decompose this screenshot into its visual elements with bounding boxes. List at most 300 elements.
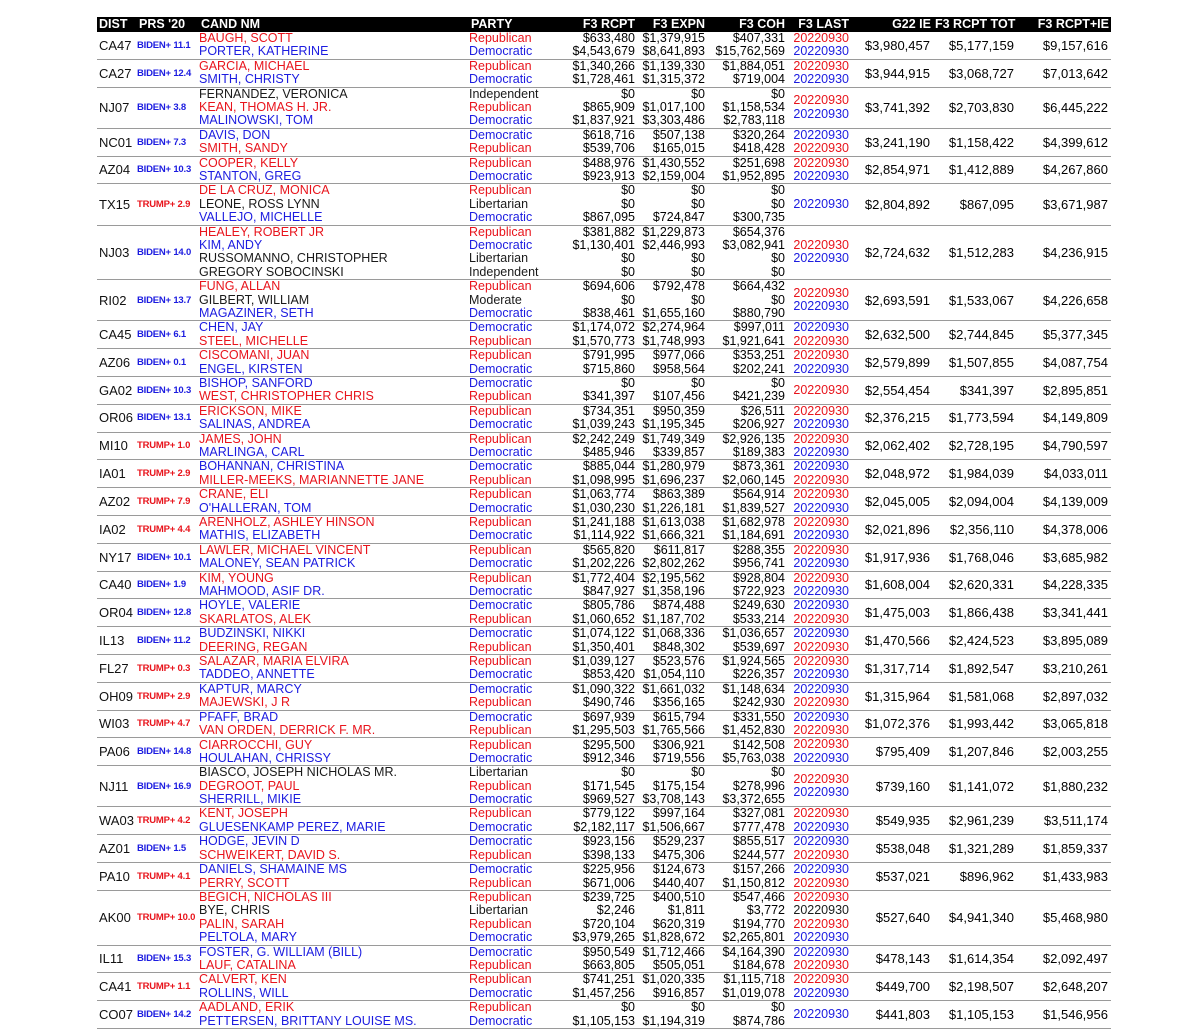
f3-coh-value: $928,804 — [732, 571, 785, 585]
f3-coh-value: $956,741 — [732, 556, 785, 571]
party-label: Democratic — [469, 528, 533, 543]
candidate-names-cell — [199, 863, 469, 891]
candidate-names-cell — [199, 835, 469, 863]
f3-coh-value: $242,930 — [732, 695, 785, 710]
f3-rcpt-cell — [571, 1001, 637, 1029]
header-f3-rcpt: F3 RCPT — [571, 17, 637, 32]
f3-coh-cell — [707, 738, 787, 766]
f3-last-cell — [787, 184, 851, 225]
f3-rcpt-cell — [571, 128, 637, 156]
f3-expn-value: $2,446,993 — [642, 237, 705, 252]
table-row — [97, 571, 1111, 599]
pres-margin-cell: TRUMP+ 2.9 — [137, 682, 199, 710]
f3-expn-cell — [637, 738, 707, 766]
f3-expn-value: $1,194,319 — [642, 1013, 705, 1028]
house-race-finance-table — [97, 17, 1111, 1029]
f3-last-value: 20220930 — [793, 72, 849, 87]
f3-coh-value: $1,115,718 — [723, 972, 785, 987]
f3-coh-value: $0 — [771, 87, 785, 101]
f3-expn-cell — [637, 432, 707, 460]
candidate-names-cell — [199, 376, 469, 404]
party-label: Democratic — [469, 819, 533, 834]
f3-coh-value: $0 — [771, 765, 785, 780]
table-row — [97, 349, 1111, 377]
f3-rcpt-value: $1,039,127 — [572, 654, 635, 669]
f3-rcpt-tot-cell: $1,614,354 — [933, 945, 1017, 973]
party-label: Democratic — [469, 237, 533, 252]
f3-coh-value: $0 — [771, 196, 785, 211]
f3-last-value: 20220930 — [793, 945, 849, 959]
table-row — [97, 655, 1111, 683]
g22-ie-cell: $3,980,457 — [851, 32, 933, 59]
party-label: Republican — [469, 737, 532, 752]
f3-expn-cell — [637, 710, 707, 738]
f3-last-value: 20220930 — [793, 571, 849, 585]
f3-rcpt-ie-cell: $2,897,032 — [1017, 682, 1111, 710]
table-row — [97, 599, 1111, 627]
party-cell — [469, 766, 571, 807]
header-g22-ie: G22 IE — [851, 17, 933, 32]
f3-coh-cell — [707, 543, 787, 571]
pres-margin-cell: TRUMP+ 10.0 — [137, 890, 199, 945]
f3-rcpt-ie-cell: $2,895,851 — [1017, 376, 1111, 404]
table-row — [97, 835, 1111, 863]
f3-rcpt-cell — [571, 835, 637, 863]
f3-last-cell — [787, 87, 851, 128]
f3-rcpt-tot-cell: $2,198,507 — [933, 973, 1017, 1001]
f3-coh-value: $880,790 — [732, 305, 785, 320]
f3-coh-value: $353,251 — [732, 348, 785, 363]
f3-coh-cell — [707, 599, 787, 627]
f3-expn-value: $1,280,979 — [642, 459, 705, 474]
f3-coh-value: $654,376 — [732, 225, 785, 239]
candidate-name: FOSTER, G. WILLIAM (BILL) — [199, 945, 363, 959]
f3-rcpt-cell — [571, 404, 637, 432]
f3-coh-cell — [707, 460, 787, 488]
f3-coh-value: $251,698 — [732, 156, 785, 170]
district-cell: NJ07 — [97, 87, 137, 128]
f3-rcpt-value: $1,570,773 — [572, 333, 635, 348]
f3-coh-cell — [707, 766, 787, 807]
party-label: Republican — [469, 59, 532, 73]
g22-ie-cell: $2,579,899 — [851, 349, 933, 377]
f3-expn-cell — [637, 682, 707, 710]
f3-rcpt-value: $1,350,401 — [572, 639, 635, 654]
f3-last-value: 20220930 — [793, 584, 849, 599]
f3-rcpt-ie-cell: $1,859,337 — [1017, 835, 1111, 863]
f3-rcpt-ie-cell: $2,648,207 — [1017, 973, 1111, 1001]
f3-rcpt-value: $923,913 — [582, 169, 635, 184]
f3-expn-value: $0 — [691, 292, 705, 307]
f3-rcpt-value: $341,397 — [582, 389, 635, 404]
header-f3-last: F3 LAST — [787, 17, 851, 32]
f3-last-cell — [787, 225, 851, 280]
party-label: Republican — [469, 32, 532, 46]
f3-coh-value: $3,372,655 — [722, 792, 785, 807]
header-party: PARTY — [469, 17, 571, 32]
table-row — [97, 59, 1111, 87]
party-label: Democratic — [469, 682, 533, 696]
f3-coh-cell — [707, 945, 787, 973]
f3-last-value: 20220930 — [793, 903, 849, 918]
f3-expn-value: $0 — [691, 87, 705, 101]
f3-last-value: 20220930 — [793, 695, 849, 710]
f3-coh-value: $418,428 — [732, 141, 785, 156]
table-row — [97, 460, 1111, 488]
f3-rcpt-tot-cell: $1,207,846 — [933, 738, 1017, 766]
f3-rcpt-tot-cell: $2,094,004 — [933, 488, 1017, 516]
pres-margin-cell: TRUMP+ 4.2 — [137, 807, 199, 835]
pres-margin-cell: BIDEN+ 0.1 — [137, 349, 199, 377]
f3-rcpt-ie-cell: $9,157,616 — [1017, 32, 1111, 59]
party-label: Democratic — [469, 72, 533, 87]
party-label: Democratic — [469, 361, 533, 376]
f3-expn-value: $0 — [691, 765, 705, 780]
table-row — [97, 515, 1111, 543]
f3-last-value: 20220930 — [793, 487, 849, 502]
g22-ie-cell: $2,804,892 — [851, 184, 933, 225]
f3-rcpt-ie-cell: $2,003,255 — [1017, 738, 1111, 766]
table-row — [97, 710, 1111, 738]
f3-rcpt-value: $171,545 — [582, 778, 635, 793]
f3-rcpt-value: $485,946 — [582, 444, 635, 459]
candidate-names-cell — [199, 225, 469, 280]
f3-rcpt-value: $0 — [621, 196, 635, 211]
f3-last-value: 20220930 — [793, 472, 849, 487]
party-label: Democratic — [469, 750, 533, 765]
candidate-names-cell — [199, 682, 469, 710]
district-cell: NC01 — [97, 128, 137, 156]
f3-rcpt-tot-cell: $2,356,110 — [933, 515, 1017, 543]
f3-expn-value: $523,576 — [652, 654, 705, 669]
candidate-names-cell — [199, 1001, 469, 1029]
f3-rcpt-value: $697,939 — [582, 710, 635, 724]
table-row — [97, 184, 1111, 225]
candidate-name: FERNANDEZ, VERONICA — [199, 87, 348, 101]
f3-last-value: 20220930 — [793, 141, 849, 156]
f3-expn-value: $1,811 — [667, 903, 705, 918]
f3-rcpt-value: $1,340,266 — [572, 59, 635, 73]
party-label: Republican — [469, 957, 532, 972]
f3-coh-value: $874,786 — [732, 1013, 785, 1028]
f3-expn-value: $0 — [691, 1000, 705, 1015]
party-label: Independent — [469, 264, 539, 279]
f3-expn-value: $1,195,345 — [642, 417, 705, 432]
header-f3-rcpt-ie: F3 RCPT+IE — [1017, 17, 1111, 32]
f3-last-value: 20220930 — [793, 93, 849, 108]
pres-margin-cell: TRUMP+ 1.0 — [137, 432, 199, 460]
f3-coh-value: $202,241 — [732, 361, 785, 376]
f3-coh-value: $0 — [771, 292, 785, 307]
f3-expn-value: $719,556 — [652, 750, 705, 765]
f3-last-value: 20220930 — [793, 750, 849, 765]
f3-expn-value: $1,187,702 — [642, 611, 705, 626]
table-row — [97, 156, 1111, 184]
district-cell: NJ11 — [97, 766, 137, 807]
f3-coh-value: $194,770 — [732, 916, 785, 931]
f3-last-value: 20220930 — [793, 32, 849, 45]
header-candidate: CAND NM — [199, 17, 469, 32]
f3-expn-cell — [637, 1001, 707, 1029]
g22-ie-cell: $1,470,566 — [851, 627, 933, 655]
party-label: Libertarian — [469, 903, 529, 918]
f3-last-value: 20220930 — [793, 128, 849, 142]
f3-coh-value: $1,148,634 — [722, 682, 785, 696]
candidate-name: BEGICH, NICHOLAS III — [199, 890, 332, 904]
candidate-name: MILLER-MEEKS, MARIANNETTE JANE — [199, 472, 425, 487]
f3-coh-cell — [707, 515, 787, 543]
f3-coh-value: $331,550 — [732, 710, 785, 724]
f3-expn-cell — [637, 945, 707, 973]
f3-coh-value: $206,927 — [732, 417, 785, 432]
f3-rcpt-ie-cell: $3,210,261 — [1017, 655, 1111, 683]
party-label: Republican — [469, 404, 532, 418]
f3-coh-value: $1,682,978 — [722, 515, 785, 529]
f3-expn-value: $0 — [691, 376, 705, 390]
candidate-name: ERICKSON, MIKE — [199, 404, 302, 418]
f3-last-value: 20220930 — [793, 875, 849, 890]
party-cell — [469, 863, 571, 891]
f3-rcpt-cell — [571, 488, 637, 516]
f3-coh-value: $564,914 — [732, 487, 785, 502]
party-cell — [469, 543, 571, 571]
f3-rcpt-value: $0 — [621, 264, 635, 279]
table-row — [97, 738, 1111, 766]
party-label: Democratic — [469, 444, 533, 459]
f3-coh-cell — [707, 973, 787, 1001]
f3-expn-cell — [637, 87, 707, 128]
f3-last-value: 20220930 — [793, 957, 849, 972]
f3-last-value: 20220930 — [793, 382, 849, 397]
f3-coh-cell — [707, 627, 787, 655]
district-cell: PA06 — [97, 738, 137, 766]
table-row — [97, 404, 1111, 432]
f3-last-value: 20220930 — [793, 106, 849, 121]
f3-coh-cell — [707, 710, 787, 738]
f3-rcpt-tot-cell: $2,703,830 — [933, 87, 1017, 128]
f3-coh-value: $26,511 — [740, 404, 785, 418]
f3-last-cell — [787, 1001, 851, 1029]
f3-coh-cell — [707, 280, 787, 321]
party-label: Republican — [469, 723, 532, 738]
f3-expn-value: $863,389 — [652, 487, 705, 502]
district-cell: GA02 — [97, 376, 137, 404]
party-label: Republican — [469, 890, 532, 904]
party-cell — [469, 890, 571, 945]
f3-coh-value: $300,735 — [732, 210, 785, 225]
candidate-name: DEGROOT, PAUL — [199, 778, 300, 793]
district-cell: OH09 — [97, 682, 137, 710]
f3-rcpt-value: $885,044 — [582, 459, 635, 474]
party-label: Republican — [469, 972, 532, 987]
g22-ie-cell: $2,048,972 — [851, 460, 933, 488]
pres-margin-cell: BIDEN+ 15.3 — [137, 945, 199, 973]
f3-rcpt-value: $0 — [621, 183, 635, 198]
f3-coh-cell — [707, 349, 787, 377]
f3-rcpt-value: $838,461 — [582, 305, 635, 320]
table-row — [97, 225, 1111, 280]
f3-rcpt-value: $0 — [621, 1000, 635, 1015]
f3-last-value: 20220930 — [793, 862, 849, 877]
candidate-name: GARCIA, MICHAEL — [199, 59, 310, 73]
party-label: Republican — [469, 333, 532, 348]
party-label: Independent — [469, 87, 539, 101]
party-label: Republican — [469, 875, 532, 890]
f3-rcpt-cell — [571, 710, 637, 738]
f3-coh-value: $997,011 — [733, 320, 785, 335]
f3-last-value: 20220930 — [793, 333, 849, 348]
party-cell — [469, 682, 571, 710]
f3-rcpt-cell — [571, 655, 637, 683]
table-row — [97, 128, 1111, 156]
f3-expn-value: $792,478 — [652, 279, 705, 294]
party-label: Democratic — [469, 417, 533, 432]
f3-rcpt-cell — [571, 599, 637, 627]
district-cell: CA41 — [97, 973, 137, 1001]
f3-coh-value: $1,019,078 — [722, 985, 785, 1000]
pres-margin-cell: BIDEN+ 12.8 — [137, 599, 199, 627]
f3-rcpt-tot-cell: $2,728,195 — [933, 432, 1017, 460]
candidate-name: CIARROCCHI, GUY — [199, 737, 313, 752]
f3-expn-value: $1,017,100 — [642, 100, 705, 115]
candidate-name: BUDZINSKI, NIKKI — [199, 626, 306, 641]
f3-expn-value: $2,159,004 — [642, 169, 705, 184]
f3-rcpt-tot-cell: $1,321,289 — [933, 835, 1017, 863]
candidate-name: HOYLE, VALERIE — [199, 598, 301, 613]
pres-margin-cell: TRUMP+ 2.9 — [137, 460, 199, 488]
f3-rcpt-tot-cell: $1,773,594 — [933, 404, 1017, 432]
candidate-name: STEEL, MICHELLE — [199, 333, 309, 348]
f3-last-value: 20220930 — [793, 890, 849, 904]
f3-last-value: 20220930 — [793, 44, 849, 59]
table-row — [97, 807, 1111, 835]
f3-expn-value: $997,164 — [652, 806, 705, 821]
f3-rcpt-value: $295,500 — [582, 737, 635, 752]
candidate-names-cell — [199, 280, 469, 321]
f3-coh-cell — [707, 655, 787, 683]
party-label: Democratic — [469, 862, 533, 877]
f3-rcpt-tot-cell: $1,581,068 — [933, 682, 1017, 710]
f3-last-cell — [787, 682, 851, 710]
candidate-name: MARLINGA, CARL — [199, 444, 305, 459]
party-label: Democratic — [469, 320, 533, 335]
f3-expn-cell — [637, 280, 707, 321]
header-prs: PRS '20 — [137, 17, 199, 32]
f3-rcpt-value: $694,606 — [582, 279, 635, 294]
pres-margin-cell: BIDEN+ 1.9 — [137, 571, 199, 599]
party-cell — [469, 184, 571, 225]
f3-expn-cell — [637, 488, 707, 516]
party-label: Republican — [469, 847, 532, 862]
f3-coh-cell — [707, 32, 787, 59]
f3-last-value: 20220930 — [793, 528, 849, 543]
party-label: Democratic — [469, 169, 533, 184]
f3-rcpt-ie-cell: $4,226,658 — [1017, 280, 1111, 321]
f3-rcpt-tot-cell: $867,095 — [933, 184, 1017, 225]
f3-rcpt-tot-cell: $896,962 — [933, 863, 1017, 891]
f3-expn-cell — [637, 655, 707, 683]
f3-coh-value: $327,081 — [732, 806, 785, 821]
f3-expn-cell — [637, 225, 707, 280]
data-table-container — [97, 17, 1111, 1029]
candidate-name: TADDEO, ANNETTE — [199, 667, 315, 682]
f3-last-cell — [787, 488, 851, 516]
candidate-names-cell — [199, 807, 469, 835]
f3-expn-value: $611,817 — [653, 543, 705, 557]
f3-expn-value: $1,748,993 — [642, 333, 705, 348]
g22-ie-cell: $1,317,714 — [851, 655, 933, 683]
f3-last-value: 20220930 — [793, 543, 849, 557]
f3-rcpt-value: $867,095 — [582, 210, 635, 225]
candidate-name: SKARLATOS, ALEK — [199, 611, 312, 626]
f3-coh-cell — [707, 59, 787, 87]
f3-last-value: 20220930 — [793, 710, 849, 724]
f3-coh-cell — [707, 682, 787, 710]
f3-expn-value: $0 — [691, 264, 705, 279]
f3-expn-cell — [637, 571, 707, 599]
f3-rcpt-tot-cell: $2,744,845 — [933, 321, 1017, 349]
party-label: Democratic — [469, 128, 533, 142]
f3-rcpt-tot-cell: $2,961,239 — [933, 807, 1017, 835]
g22-ie-cell: $2,021,896 — [851, 515, 933, 543]
f3-rcpt-ie-cell: $5,468,980 — [1017, 890, 1111, 945]
pres-margin-cell: BIDEN+ 3.8 — [137, 87, 199, 128]
f3-expn-cell — [637, 890, 707, 945]
f3-expn-value: $1,765,566 — [642, 723, 705, 738]
party-label: Democratic — [469, 44, 533, 59]
f3-last-cell — [787, 376, 851, 404]
f3-rcpt-value: $853,420 — [582, 667, 635, 682]
g22-ie-cell: $2,062,402 — [851, 432, 933, 460]
f3-coh-value: $3,082,941 — [722, 237, 785, 252]
f3-coh-value: $226,357 — [732, 667, 785, 682]
f3-coh-value: $244,577 — [732, 847, 785, 862]
party-cell — [469, 710, 571, 738]
f3-last-cell — [787, 460, 851, 488]
f3-rcpt-cell — [571, 571, 637, 599]
f3-coh-value: $0 — [771, 183, 785, 198]
g22-ie-cell: $3,241,190 — [851, 128, 933, 156]
f3-last-value: 20220930 — [793, 59, 849, 73]
district-cell: FL27 — [97, 655, 137, 683]
candidate-name: FUNG, ALLAN — [199, 279, 281, 294]
party-cell — [469, 599, 571, 627]
f3-expn-value: $339,857 — [652, 444, 705, 459]
party-label: Democratic — [469, 1013, 533, 1028]
f3-rcpt-tot-cell: $1,892,547 — [933, 655, 1017, 683]
f3-expn-value: $1,613,038 — [642, 515, 705, 529]
f3-last-cell — [787, 807, 851, 835]
candidate-name: AADLAND, ERIK — [199, 1000, 295, 1015]
f3-rcpt-value: $1,241,188 — [572, 515, 635, 529]
f3-rcpt-value: $1,174,072 — [572, 320, 635, 335]
pres-margin-cell: BIDEN+ 10.1 — [137, 543, 199, 571]
candidate-name: SALINAS, ANDREA — [199, 417, 311, 432]
f3-expn-value: $1,226,181 — [642, 500, 705, 515]
f3-coh-value: $1,158,534 — [722, 100, 785, 115]
candidate-name: PALIN, SARAH — [199, 916, 285, 931]
f3-coh-cell — [707, 488, 787, 516]
f3-rcpt-tot-cell: $1,105,153 — [933, 1001, 1017, 1029]
f3-rcpt-value: $1,030,230 — [572, 500, 635, 515]
table-row — [97, 1001, 1111, 1029]
f3-last-value: 20220930 — [793, 556, 849, 571]
f3-rcpt-tot-cell: $1,993,442 — [933, 710, 1017, 738]
f3-coh-value: $2,926,135 — [722, 432, 785, 446]
f3-rcpt-value: $1,074,122 — [572, 626, 635, 641]
party-label: Moderate — [469, 292, 522, 307]
f3-rcpt-value: $3,979,265 — [572, 930, 635, 945]
